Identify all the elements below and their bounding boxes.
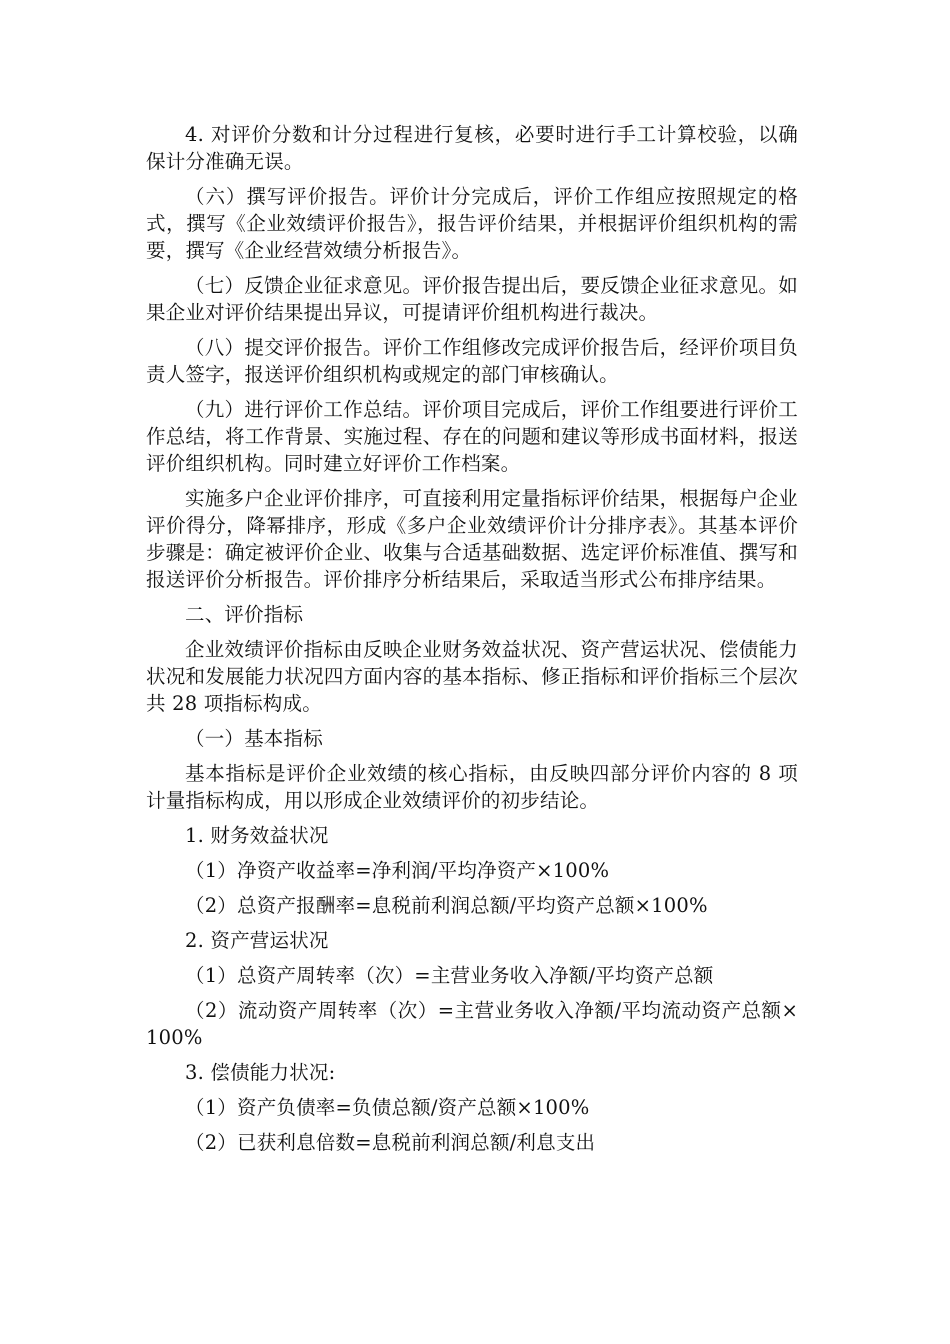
formula-roe: （1）净资产收益率=净利润/平均净资产×100% bbox=[185, 859, 610, 882]
paragraph-basic-indicators: 基本指标是评价企业效绩的核心指标，由反映四部分评价内容的 8 项计量指标构成，用以形成企业效绩评价的初步结论。 bbox=[146, 762, 798, 812]
paragraph-indicators-intro: 企业效绩评价指标由反映企业财务效益状况、资产营运状况、偿债能力状况和发展能力状况四方面内容的基本指标、修正指标和评价指标三个层次共 28 项指标构成。 bbox=[146, 638, 798, 715]
item-asset-operation: 2. 资产营运状况 bbox=[185, 929, 329, 952]
item-solvency: 3. 偿债能力状况: bbox=[185, 1061, 336, 1084]
paragraph-ranking: 实施多户企业评价排序，可直接利用定量指标评价结果，根据每户企业评价得分，降幂排序，形成《多户企业效绩评价计分排序表》。其基本评价步骤是：确定被评价企业、收集与合适基础数据、选定评价标准值、撰写和报送评价分析报告。评价排序分析结果后，采取适当形式公布排序结果。 bbox=[146, 487, 798, 591]
paragraph-feedback: （七）反馈企业征求意见。评价报告提出后，要反馈企业征求意见。如果企业对评价结果提出异议，可提请评价组机构进行裁决。 bbox=[146, 274, 798, 324]
paragraph-submit-report: （八）提交评价报告。评价工作组修改完成评价报告后，经评价项目负责人签字，报送评价组织机构或规定的部门审核确认。 bbox=[146, 336, 798, 386]
paragraph-review-scores: 4. 对评价分数和计分过程进行复核，必要时进行手工计算校验，以确保计分准确无误。 bbox=[146, 123, 798, 173]
subheading-basic-indicators: （一）基本指标 bbox=[185, 727, 323, 750]
item-financial-benefit: 1. 财务效益状况 bbox=[185, 824, 329, 847]
paragraph-write-report: （六）撰写评价报告。评价计分完成后，评价工作组应按照规定的格式，撰写《企业效绩评价报告》，报告评价结果，并根据评价组织机构的需要，撰写《企业经营效绩分析报告》。 bbox=[146, 185, 798, 262]
formula-debt-ratio: （1）资产负债率=负债总额/资产总额×100% bbox=[185, 1096, 590, 1119]
formula-current-asset-turnover: （2）流动资产周转率（次）=主营业务收入净额/平均流动资产总额×100% bbox=[146, 999, 798, 1049]
formula-interest-coverage: （2）已获利息倍数=息税前利润总额/利息支出 bbox=[185, 1131, 596, 1154]
formula-asset-turnover: （1）总资产周转率（次）=主营业务收入净额/平均资产总额 bbox=[185, 964, 714, 987]
document-body bbox=[146, 121, 798, 1164]
paragraph-work-summary: （九）进行评价工作总结。评价项目完成后，评价工作组要进行评价工作总结，将工作背景、实施过程、存在的问题和建议等形成书面材料，报送评价组织机构。同时建立好评价工作档案。 bbox=[146, 398, 798, 475]
formula-roa: （2）总资产报酬率=息税前利润总额/平均资产总额×100% bbox=[185, 894, 708, 917]
section-heading-indicators: 二、评价指标 bbox=[185, 603, 304, 626]
